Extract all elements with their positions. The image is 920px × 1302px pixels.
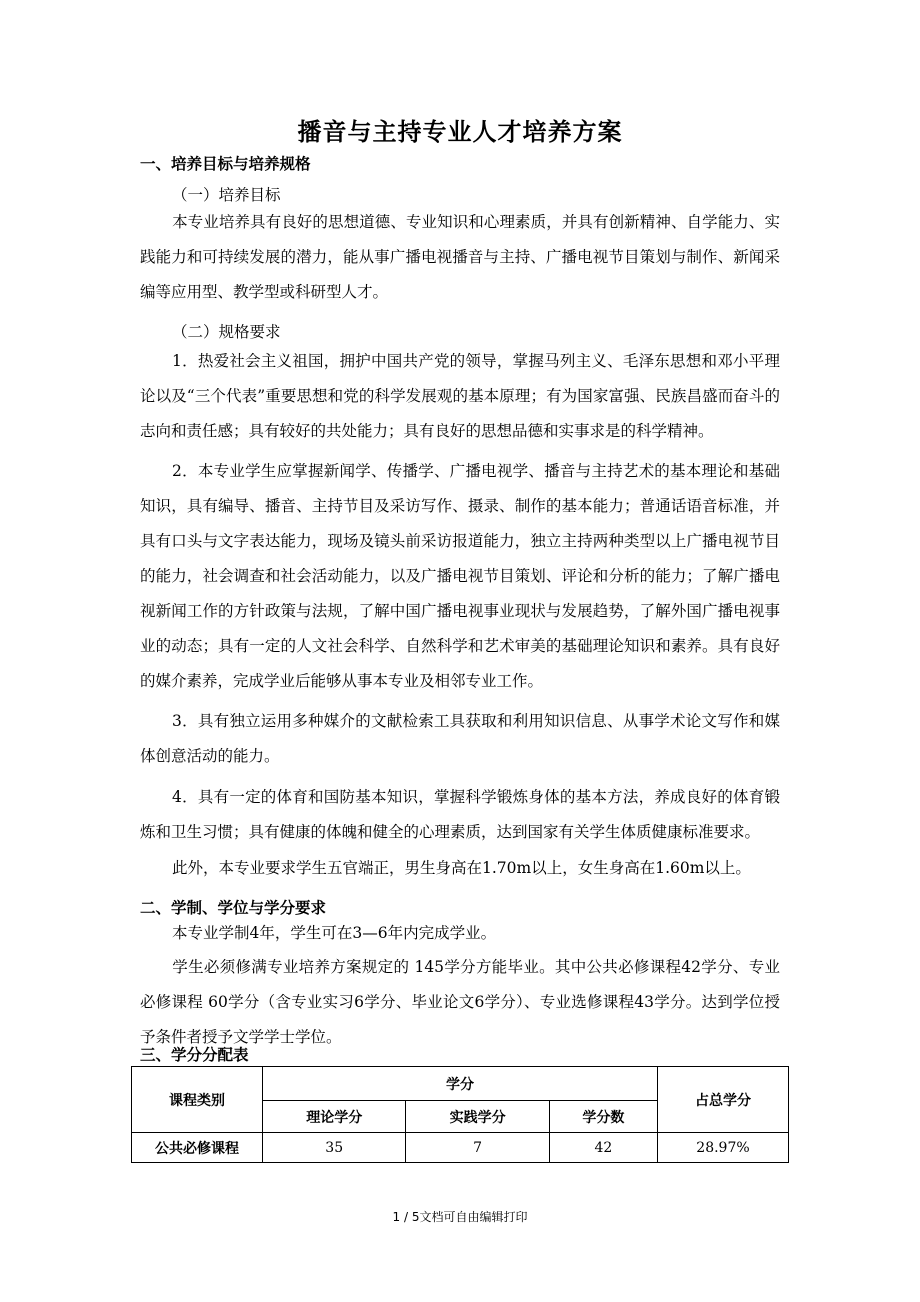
paragraph-requirement-1 [140, 344, 780, 449]
header-theory: 理论学分 [263, 1101, 406, 1133]
paragraph-text: 本专业培养具有良好的思想道德、专业知识和心理素质，并具有创新精神、自学能力、实践能力和可持续发展的潜力，能从事广播电视播音与主持、广播电视节目策划与制作、新闻采编等应用型、教学型或科研型人才。 [140, 213, 780, 301]
header-category: 课程类别 [132, 1067, 263, 1133]
cell-practice: 7 [406, 1133, 549, 1163]
paragraph-text: 2．本专业学生应掌握新闻学、传播学、广播电视学、播音与主持艺术的基本理论和基础知识，具有编导、播音、主持节目及采访写作、摄录、制作的基本能力；普通话语音标准，并具有口头与文字表达能力，现场及镜头前采访报道能力，独立主持两种类型以上广播电视节目的能力，社会调查和社会活动能力，以及广播电视节目策划、评论和分析的能力；了解广播电视新闻工作的方针政策与法规，了解中国广播电视事业现状与发展趋势，了解外国广播电视事业的动态；具有一定的人文社会科学、自然科学和艺术审美的基础理论知识和素养。具有良好的媒介素养，完成学业后能够从事本专业及相邻专业工作。 [140, 462, 780, 690]
document-title: 播音与主持专业人才培养方案 [297, 118, 623, 146]
paragraph-text: 4．具有一定的体育和国防基本知识，掌握科学锻炼身体的基本方法，养成良好的体育锻炼和卫生习惯；具有健康的体魄和健全的心理素质，达到国家有关学生体质健康标准要求。 [140, 788, 780, 841]
cell-category: 公共必修课程 [132, 1133, 263, 1163]
subsection-heading-2: （二）规格要求 [172, 323, 281, 341]
paragraph-text: 学生必须修满专业培养方案规定的 145学分方能毕业。其中公共必修课程42学分、专业必修课程 60学分（含专业实习6学分、毕业论文6学分）、专业选修课程43学分。达到学位授予条件者授予文学学士学位。 [140, 958, 780, 1046]
section-heading-1: 一、培养目标与培养规格 [140, 155, 311, 173]
paragraph-credit-requirement [140, 950, 780, 1055]
paragraph-requirement-5 [140, 851, 780, 886]
page-footer: 1 / 5文档可自由编辑打印 [392, 1210, 528, 1224]
cell-total: 42 [549, 1133, 657, 1163]
cell-ratio: 28.97% [658, 1133, 789, 1163]
paragraph-requirement-3 [140, 704, 780, 774]
paragraph-text: 1．热爱社会主义祖国，拥护中国共产党的领导，掌握马列主义、毛泽东思想和邓小平理论以及“三个代表”重要思想和党的科学发展观的基本原理；有为国家富强、民族昌盛而奋斗的志向和责任感；具有较好的共处能力；具有良好的思想品德和实事求是的科学精神。 [140, 352, 780, 440]
paragraph-text: 3．具有独立运用多种媒介的文献检索工具获取和利用知识信息、从事学术论文写作和媒体创意活动的能力。 [140, 712, 780, 765]
credit-distribution-table [131, 1066, 789, 1163]
section-heading-3: 三、学分分配表 [140, 1046, 249, 1064]
paragraph-text: 此外，本专业要求学生五官端正，男生身高在1.70m以上，女生身高在1.60m以上。 [172, 859, 751, 877]
paragraph-text: 本专业学制4年，学生可在3—6年内完成学业。 [172, 924, 497, 942]
cell-theory: 35 [263, 1133, 406, 1163]
paragraph-requirement-2 [140, 454, 780, 699]
paragraph-duration [140, 916, 780, 951]
subsection-heading-1: （一）培养目标 [172, 186, 281, 204]
paragraph-training-goal [140, 205, 780, 310]
table-row [132, 1133, 789, 1163]
paragraph-requirement-4 [140, 780, 780, 850]
section-heading-2: 二、学制、学位与学分要求 [140, 899, 327, 917]
header-ratio: 占总学分 [658, 1067, 789, 1133]
header-total: 学分数 [549, 1101, 657, 1133]
header-practice: 实践学分 [406, 1101, 549, 1133]
header-credits: 学分 [263, 1067, 658, 1101]
